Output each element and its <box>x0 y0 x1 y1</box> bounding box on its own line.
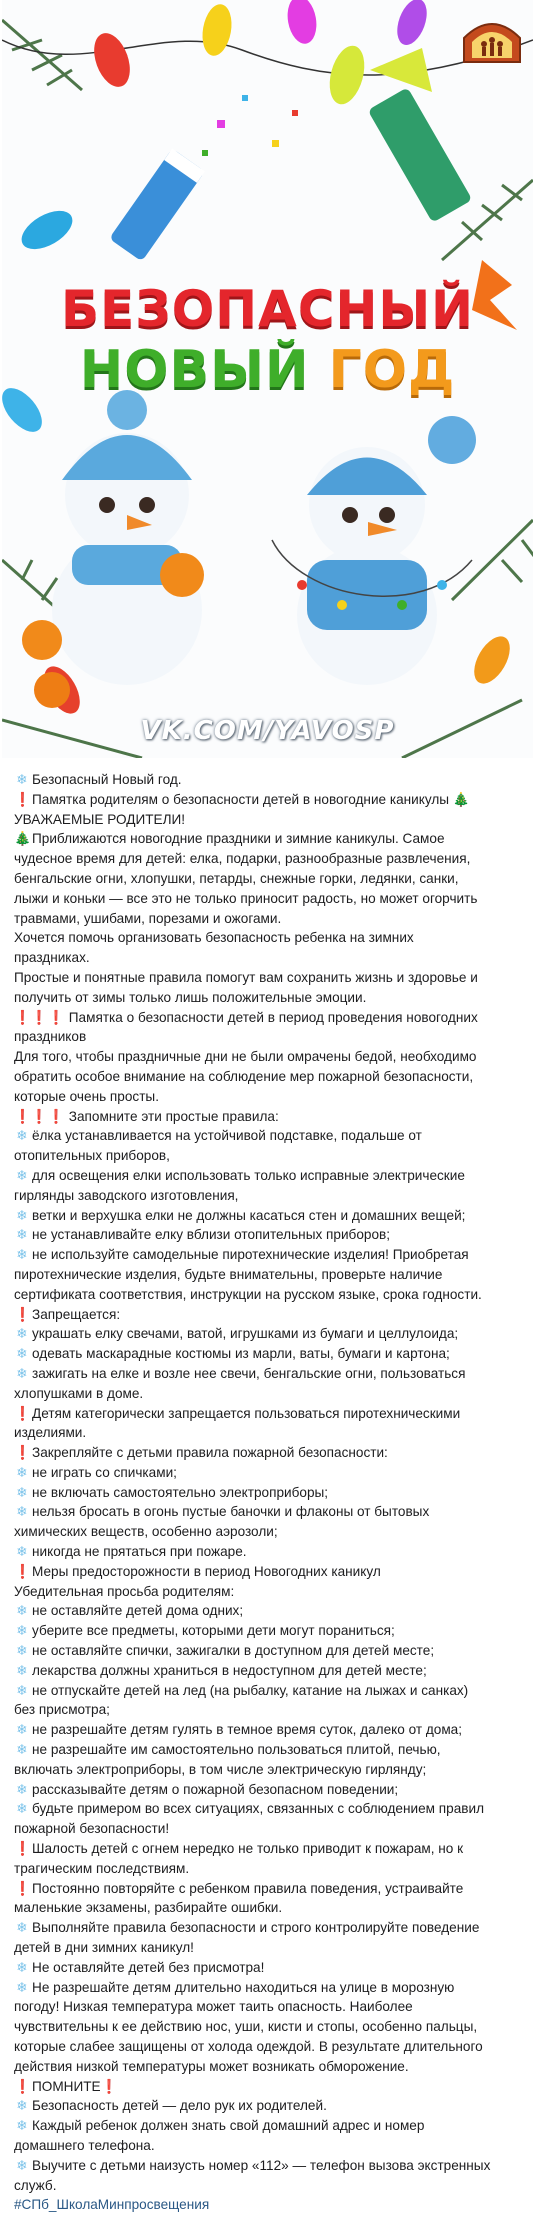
exclamation-icon: ❗ <box>14 1405 31 1421</box>
post-line-text: Запомните эти простые правила: <box>68 1108 279 1124</box>
post-line-text: которые слабее защищены от холода одеждой. В результате длительного <box>14 2039 483 2054</box>
post-line-text: пиротехнические изделия, будьте внимательны, проверьте наличие <box>14 1266 443 1282</box>
post-line <box>14 1542 534 1562</box>
post-line-text: без присмотра; <box>14 1702 110 1718</box>
post-line-text: хлопушками в доме. <box>14 1385 144 1401</box>
snowflake-icon: ❄ <box>16 1682 28 1698</box>
post-line-text: трагическим последствиям. <box>14 1860 190 1876</box>
post-line <box>14 1760 534 1780</box>
post-line <box>14 2136 534 2156</box>
post-line <box>14 1324 534 1344</box>
post-line-text: Простые и понятные правила помогут вам сохранить жизнь и здоровье и <box>14 969 478 985</box>
post-line <box>14 1621 534 1641</box>
post-line <box>14 2057 534 2077</box>
post-line <box>14 1186 534 1206</box>
post-line <box>14 988 534 1008</box>
post-line <box>14 1265 534 1285</box>
post-line <box>14 1938 534 1958</box>
post-line-text: Не разрешайте детям длительно находиться на улице в морозную <box>32 1979 455 1995</box>
post-line-text: нельзя бросать в огонь пустые баночки и флаконы от бытовых <box>32 1504 430 1520</box>
post-line <box>14 909 534 929</box>
post-line <box>14 1958 534 1978</box>
post-line <box>14 1819 534 1839</box>
snowflake-icon: ❄ <box>16 1959 28 1975</box>
post-line-text: Памятка о безопасности детей в период проведения новогодних <box>68 1009 478 1025</box>
poster-title-line1: БЕЗОПАСНЫЙ <box>60 280 475 338</box>
post-line-text: ПОМНИТЕ❗ <box>32 2078 118 2094</box>
post-line-text: Убедительная просьба родителям: <box>14 1583 235 1599</box>
post-line-text: Меры предосторожности в период Новогодних каникул <box>32 1563 381 1579</box>
post-line <box>14 1582 534 1602</box>
post-line-text: украшать елку свечами, ватой, игрушками из бумаги и целлулоида; <box>32 1326 459 1342</box>
post-line <box>14 1918 534 1938</box>
exclamation-icon: ❗❗❗ <box>14 1009 65 1025</box>
post-line-text: погоду! Низкая температура может таить опасность. Наиболее <box>14 1999 413 2015</box>
snowflake-icon: ❄ <box>16 1326 28 1342</box>
snowflake-icon: ❄ <box>16 1227 28 1243</box>
exclamation-icon: ❗ <box>14 791 31 807</box>
post-line <box>14 1305 534 1325</box>
post-line-text: не отпускайте детей на лед (на рыбалку, катание на лыжах и санках) <box>32 1682 469 1698</box>
post-line <box>14 968 534 988</box>
post-line-text: будьте примером во всех ситуациях, связанных с соблюдением правил <box>32 1801 484 1817</box>
garland-wire <box>2 40 533 75</box>
post-line <box>14 1463 534 1483</box>
post-line <box>14 1027 534 1047</box>
post-line <box>14 1483 534 1503</box>
post-line-text: не разрешайте им самостоятельно пользоваться плитой, печью, <box>32 1742 441 1758</box>
post-line-text: Выполняйте правила безопасности и строго контролируйте поведение <box>32 1920 480 1936</box>
post-line <box>14 2096 534 2116</box>
snowflake-icon: ❄ <box>16 1722 28 1738</box>
post-line-text: не используйте самодельные пиротехнические изделия! Приобретая <box>32 1247 469 1263</box>
snowflake-icon: ❄ <box>16 1247 28 1263</box>
post-line <box>14 889 534 909</box>
snowflake-icon: ❄ <box>16 1920 28 1936</box>
post-line <box>14 869 534 889</box>
post-line-text: рассказывайте детям о пожарной безопасном поведении; <box>32 1781 399 1797</box>
snowflake-icon: ❄ <box>16 1742 28 1758</box>
snowflake-icon: ❄ <box>16 1662 28 1678</box>
post-line-text: травмами, ушибами, порезами и ожогами. <box>14 910 282 926</box>
snowflake-icon: ❄ <box>16 2098 28 2114</box>
post-line-text: УВАЖАЕМЫЕ РОДИТЕЛИ! <box>14 811 186 827</box>
post-line <box>14 1008 534 1028</box>
post-line-text: одевать маскарадные костюмы из марли, ваты, бумаги и картона; <box>32 1346 450 1362</box>
snowflake-icon: ❄ <box>16 2118 28 2134</box>
post-line <box>14 1740 534 1760</box>
post-line-text: химических веществ, особенно аэрозоли; <box>14 1524 278 1540</box>
post-line <box>14 1601 534 1621</box>
snowflake-icon: ❄ <box>16 1484 28 1500</box>
post-line <box>14 1225 534 1245</box>
snowflake-icon: ❄ <box>16 1603 28 1619</box>
post-line-text: гирлянды заводского изготовления, <box>14 1187 239 1203</box>
exclamation-icon: ❗ <box>14 1841 31 1857</box>
post-line <box>14 1344 534 1364</box>
exclamation-icon: ❗ <box>14 2078 31 2094</box>
post-line-text: включать электроприборы, в том числе электрическую гирлянду; <box>14 1761 427 1777</box>
post-line <box>14 1245 534 1265</box>
post-line-text: бенгальские огни, хлопушки, петарды, снежные горки, ледянки, санки, <box>14 870 459 886</box>
post-line <box>14 1047 534 1067</box>
post-line <box>14 810 534 830</box>
post-line <box>14 1839 534 1859</box>
snowman-right <box>272 416 476 685</box>
post-line <box>14 1423 534 1443</box>
post-line <box>14 1799 534 1819</box>
snowflake-icon: ❄ <box>16 1346 28 1362</box>
post-line <box>14 1522 534 1542</box>
post-line-text: чудесное время для детей: елка, подарки, разнообразные развлечения, <box>14 851 471 867</box>
post-line <box>14 1997 534 2017</box>
snowflake-icon: ❄ <box>16 1365 28 1381</box>
post-line-text: Детям категорически запрещается пользоваться пиротехническими <box>32 1405 461 1421</box>
post-line-text: Выучите с детьми наизусть номер «112» — телефон вызова экстренных <box>32 2157 491 2173</box>
post-line <box>14 1087 534 1107</box>
post-line-text: зажигать на елке и возле нее свечи, бенгальские огни, пользоваться <box>32 1365 466 1381</box>
post-line <box>14 829 534 849</box>
post-line <box>14 1166 534 1186</box>
post-line-text: Безопасность детей — дело рук их родителей. <box>32 2098 327 2114</box>
poster-title-word-year: ГОД <box>328 340 456 400</box>
snowman-left <box>22 390 204 708</box>
exclamation-icon: ❗ <box>14 1306 31 1322</box>
post-line-text: Шалость детей с огнем нередко не только приводит к пожарам, но к <box>32 1841 464 1857</box>
post-line-text: Закрепляйте с детьми правила пожарной безопасности: <box>32 1445 388 1461</box>
post-line-text: не играть со спичками; <box>32 1464 177 1480</box>
post-image[interactable] <box>2 0 533 758</box>
snowflake-icon: ❄ <box>16 772 28 787</box>
post-line <box>14 1681 534 1701</box>
post-line <box>14 1641 534 1661</box>
post-line-text: сертификата соответствия, инструкции на русском языке, срока годности. <box>14 1286 482 1302</box>
post-line-text: не оставляйте спички, зажигалки в доступном для детей месте; <box>32 1643 435 1659</box>
snowflake-icon: ❄ <box>16 1643 28 1659</box>
post-line-text: пожарной безопасности! <box>14 1821 170 1837</box>
post-line-text: Запрещается: <box>32 1306 121 1322</box>
snowflake-icon: ❄ <box>16 1781 28 1797</box>
post-line <box>14 1859 534 1879</box>
post-line <box>14 1285 534 1305</box>
organization-logo <box>460 12 524 66</box>
snowflake-icon: ❄ <box>16 1504 28 1520</box>
post-line-text: Приближаются новогодние праздники и зимние каникулы. Самое <box>32 831 445 847</box>
post-line <box>14 2176 534 2196</box>
post-line-text: изделиями. <box>14 1425 87 1441</box>
post-line <box>14 770 534 790</box>
post-line <box>14 1502 534 1522</box>
exclamation-icon: ❗❗❗ <box>14 1108 65 1124</box>
post-line <box>14 2156 534 2176</box>
post-line-text: лыжи и коньки — все это не только приносит радость, но может огорчить <box>14 890 478 906</box>
post-line <box>14 1780 534 1800</box>
post-line <box>14 1067 534 1087</box>
exclamation-icon: ❗ <box>14 1445 31 1461</box>
poster-title-word-new: НОВЫЙ <box>79 340 310 400</box>
post-line <box>14 2116 534 2136</box>
post-line-text: Хочется помочь организовать безопасность ребенка на зимних <box>14 930 414 946</box>
snowflake-icon: ❄ <box>16 1544 28 1560</box>
post-line-text: для освещения елки использовать только исправные электрические <box>32 1167 465 1183</box>
poster-title-line2 <box>2 340 533 400</box>
post-line <box>14 1404 534 1424</box>
post-line-text: отопительных приборов, <box>14 1148 170 1164</box>
post-line <box>14 1898 534 1918</box>
post-line <box>14 1720 534 1740</box>
post-line <box>14 1661 534 1681</box>
post-line <box>14 1443 534 1463</box>
post-line-text: Каждый ребенок должен знать свой домашний адрес и номер <box>32 2118 425 2134</box>
snowflake-icon: ❄ <box>16 1464 28 1480</box>
post-line <box>14 2077 534 2097</box>
post-line-text: Безопасный Новый год. <box>32 772 182 787</box>
post-line <box>14 1146 534 1166</box>
post-line-text: ёлка устанавливается на устойчивой подставке, подальше от <box>32 1128 422 1144</box>
post-line-text: Постоянно повторяйте с ребенком правила поведения, устраивайте <box>32 1880 464 1896</box>
post-line-text: Памятка родителям о безопасности детей в новогодние каникулы 🎄 <box>32 791 470 807</box>
post-line-text: домашнего телефона. <box>14 2137 155 2153</box>
post-line-text: не оставляйте детей дома одних; <box>32 1603 244 1619</box>
snowflake-icon: ❄ <box>16 1801 28 1817</box>
post-text <box>14 770 534 2215</box>
post-line <box>14 2037 534 2057</box>
post-line <box>14 1206 534 1226</box>
snowflake-icon: ❄ <box>16 1623 28 1639</box>
post-line-text: уберите все предметы, которыми дети могут пораниться; <box>32 1623 395 1639</box>
poster-watermark: VK.COM/YAVOSP <box>140 716 395 746</box>
snowflake-icon: ❄ <box>16 1128 28 1144</box>
post-line-text: действия низкой температуры может возникать обморожение. <box>14 2058 409 2074</box>
post-line-text: получить от зимы только лишь положительные эмоции. <box>14 989 367 1005</box>
firecracker-blue <box>109 148 205 261</box>
post-line-text: маленькие экзамены, разбирайте ошибки. <box>14 1900 283 1916</box>
post-line <box>14 1384 534 1404</box>
snowflake-icon: ❄ <box>16 1207 28 1223</box>
post-line <box>14 928 534 948</box>
post-line <box>14 1364 534 1384</box>
snowflake-icon: ❄ <box>16 1979 28 1995</box>
post-line <box>14 790 534 810</box>
post-line-text: ветки и верхушка елки не должны касаться стен и домашних вещей; <box>32 1207 466 1223</box>
post-line-text: Для того, чтобы праздничные дни не были омрачены бедой, необходимо <box>14 1049 477 1065</box>
post-line <box>14 1562 534 1582</box>
post-line <box>14 1126 534 1146</box>
post-line <box>14 1879 534 1899</box>
post-line-text: лекарства должны храниться в недоступном для детей месте; <box>32 1662 427 1678</box>
exclamation-icon: ❗ <box>14 1880 31 1896</box>
post-line <box>14 1700 534 1720</box>
post-line-text: которые очень просты. <box>14 1088 159 1104</box>
tree-icon: 🎄 <box>14 831 31 847</box>
post-line-text: Не оставляйте детей без присмотра! <box>32 1959 265 1975</box>
post-line-text: служб. <box>14 2177 57 2193</box>
post-line-text: чувствительны к ее действию нос, уши, кисти и стопы, особенно пальцы, <box>14 2019 478 2035</box>
post-line-text: праздников <box>14 1029 87 1045</box>
post-line-text: праздниках. <box>14 950 90 966</box>
post-line <box>14 849 534 869</box>
exclamation-icon: ❗ <box>14 1563 31 1579</box>
post-line <box>14 1107 534 1127</box>
post-line-text: не устанавливайте елку вблизи отопительных приборов; <box>32 1227 391 1243</box>
post-line-text: не включать самостоятельно электроприборы; <box>32 1484 329 1500</box>
post-line-text: обратить особое внимание на соблюдение мер пожарной безопасности, <box>14 1068 474 1084</box>
hashtag-link[interactable]: #СПб_ШколаМинпросвещения <box>14 2197 210 2213</box>
post-line-text: детей в дни зимних каникул! <box>14 1940 194 1956</box>
post-line-text: не разрешайте детям гулять в темное время суток, далеко от дома; <box>32 1722 463 1738</box>
post-line <box>14 948 534 968</box>
snowflake-icon: ❄ <box>16 2157 28 2173</box>
firecracker-green <box>368 48 473 223</box>
post-line-text: никогда не прятаться при пожаре. <box>32 1544 247 1560</box>
post-line <box>14 1978 534 1998</box>
post-line <box>14 2017 534 2037</box>
confetti <box>202 95 298 156</box>
snowflake-icon: ❄ <box>16 1167 28 1183</box>
